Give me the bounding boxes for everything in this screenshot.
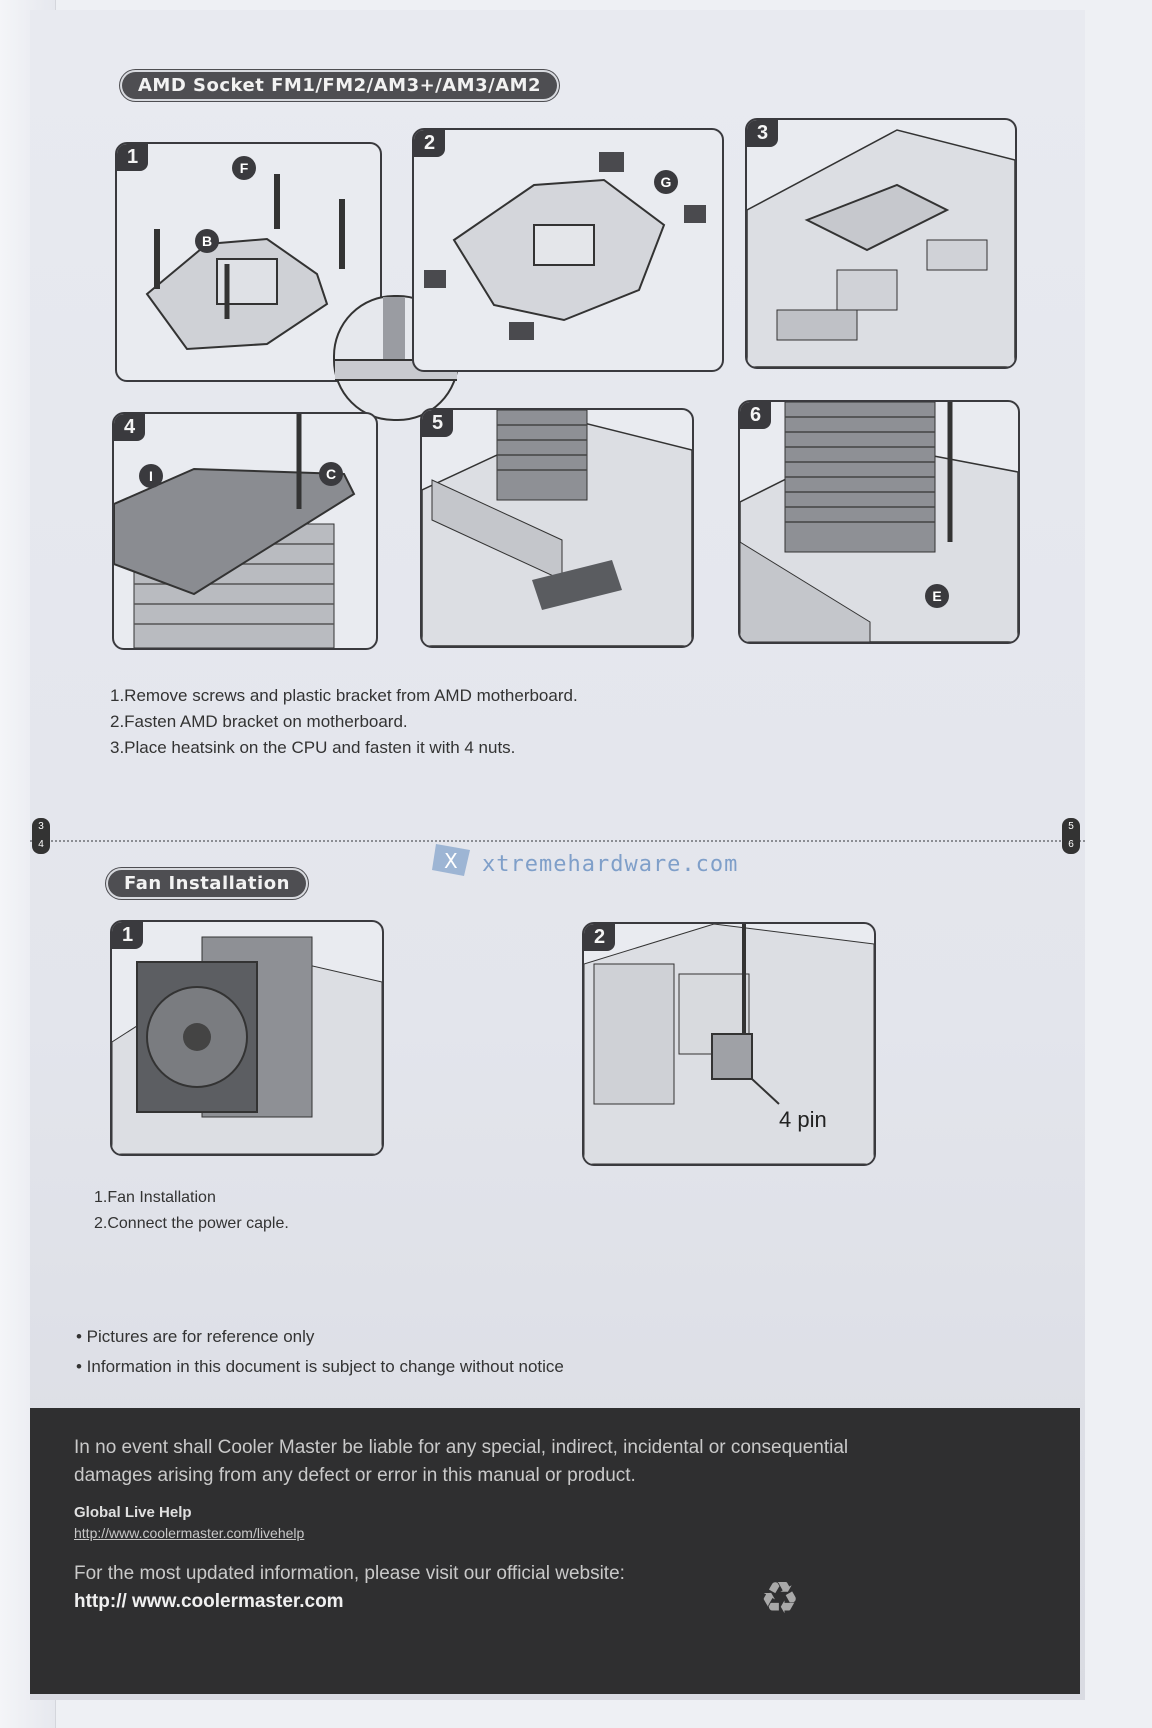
- amd-step-4-panel: [112, 412, 378, 650]
- watermark-text: xtremehardware.com: [482, 852, 739, 877]
- instruction-line: 1.Remove screws and plastic bracket from AMD motherboard.: [110, 686, 578, 705]
- page-number: 4: [38, 839, 44, 850]
- update-info: [74, 1560, 625, 1616]
- heatsink-backplate-illustration: [114, 414, 376, 648]
- fan-section-title: Fan Installation: [108, 870, 306, 897]
- step-number: 1: [112, 922, 143, 949]
- fan-step-1-panel: [110, 920, 384, 1156]
- callout-b: B: [195, 229, 219, 253]
- pin-label: 4 pin: [779, 1107, 827, 1132]
- page-number: 3: [38, 821, 44, 832]
- motherboard-socket-illustration: [747, 120, 1015, 367]
- instruction-line: 2.Fasten AMD bracket on motherboard.: [110, 712, 408, 731]
- amd-instructions: [110, 683, 578, 761]
- page-number: 6: [1068, 839, 1074, 850]
- screw-shaft: [383, 297, 405, 367]
- note-item: • Pictures are for reference only: [76, 1327, 315, 1346]
- fan-instructions: [94, 1185, 289, 1237]
- step-number: 2: [414, 130, 445, 157]
- page-fold-line: [30, 840, 1085, 842]
- svg-text:X: X: [444, 849, 458, 873]
- update-text: For the most updated information, please visit our official website:: [74, 1563, 625, 1584]
- callout-i: I: [139, 464, 163, 488]
- amd-step-2-panel: [412, 128, 724, 372]
- help-title: Global Live Help: [74, 1504, 192, 1521]
- amd-bracket-illustration: [414, 130, 722, 370]
- amd-section-title: AMD Socket FM1/FM2/AM3+/AM3/AM2: [122, 72, 557, 99]
- note-item: • Information in this document is subject to change without notice: [76, 1357, 564, 1376]
- instruction-line: 3.Place heatsink on the CPU and fasten it with 4 nuts.: [110, 738, 516, 757]
- heatsink-fastening-illustration: [740, 402, 1018, 642]
- watermark-logo-icon: [430, 840, 476, 880]
- step-number: 5: [422, 410, 453, 437]
- fan-installation-illustration: [112, 922, 382, 1154]
- step-number: 4: [114, 414, 145, 441]
- page-marker-right: [1062, 818, 1080, 854]
- page-number: 5: [1068, 821, 1074, 832]
- amd-step-3-panel: [745, 118, 1017, 369]
- callout-g: G: [654, 170, 678, 194]
- recycle-icon: ♻: [760, 1574, 800, 1623]
- footer-panel: [30, 1408, 1080, 1694]
- amd-step-5-panel: [420, 408, 694, 648]
- notes-list: [76, 1322, 564, 1382]
- instruction-line: 2.Connect the power caple.: [94, 1215, 289, 1232]
- disclaimer-text: In no event shall Cooler Master be liable for any special, indirect, incidental or consequential damages arising from any defect or error in this manual or product.: [74, 1437, 849, 1486]
- callout-c: C: [319, 462, 343, 486]
- website-link[interactable]: http:// www.coolermaster.com: [74, 1591, 344, 1612]
- heatsink-mounting-illustration: [422, 410, 692, 646]
- step-number: 2: [584, 924, 615, 951]
- page-marker-left: [32, 818, 50, 854]
- amd-step-6-panel: [738, 400, 1020, 644]
- power-connector-illustration: [584, 924, 874, 1164]
- callout-f: F: [232, 156, 256, 180]
- instruction-line: 1.Fan Installation: [94, 1189, 216, 1206]
- step-number: 6: [740, 402, 771, 429]
- fan-step-2-panel: [582, 922, 876, 1166]
- callout-e: E: [925, 584, 949, 608]
- step-number: 3: [747, 120, 778, 147]
- step-number: 1: [117, 144, 148, 171]
- help-link[interactable]: http://www.coolermaster.com/livehelp: [74, 1525, 305, 1541]
